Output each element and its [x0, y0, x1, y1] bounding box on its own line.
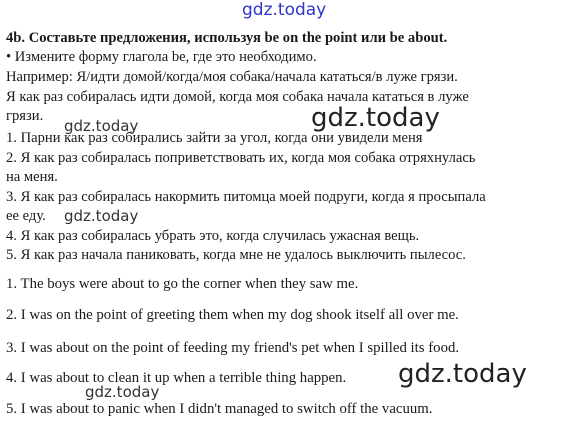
watermark-small-1: gdz.today: [64, 117, 139, 135]
ru-item-3: 3. Я как раз собиралась накормить питомца моей подруги, когда я просыпала: [6, 189, 486, 205]
ru-item-2: 2. Я как раз собиралась поприветствовать их, когда моя собака отряхнулась: [6, 150, 476, 166]
instruction-line: • Измените форму глагола be, где это необходимо.: [6, 49, 317, 65]
example-line-1: Например: Я/идти домой/когда/моя собака/начала кататься/в луже грязи.: [6, 69, 458, 85]
ru-item-5: 5. Я как раз начала паниковать, когда мне не удалось выключить пылесос.: [6, 247, 466, 263]
ru-item-4: 4. Я как раз собиралась убрать это, когда случилась ужасная вещь.: [6, 228, 420, 244]
ru-item-1: 1. Парни как раз собирались зайти за угол, когда они увидели меня: [6, 130, 423, 146]
en-item-2: 2. I was on the point of greeting them when my dog shook itself all over me.: [6, 307, 459, 323]
watermark-top: gdz.today: [242, 0, 327, 20]
watermark-small-2: gdz.today: [64, 207, 139, 225]
example-line-3: грязи.: [6, 108, 44, 124]
watermark-bottom-small: gdz.today: [85, 383, 160, 401]
en-item-5: 5. I was about to panic when I didn't managed to switch off the vacuum.: [6, 401, 433, 417]
en-item-4: 4. I was about to clean it up when a terrible thing happen.: [6, 370, 347, 386]
en-item-1: 1. The boys were about to go the corner when they saw me.: [6, 276, 359, 292]
exercise-title: 4b. Составьте предложения, используя be on the point или be about.: [6, 30, 448, 46]
en-item-3: 3. I was about on the point of feeding my friend's pet when I spilled its food.: [6, 340, 460, 356]
watermark-bottom-right: gdz.today: [398, 359, 527, 389]
watermark-mid-right: gdz.today: [311, 103, 440, 133]
ru-item-2-cont: на меня.: [6, 169, 58, 185]
example-line-2: Я как раз собиралась идти домой, когда моя собака начала кататься в луже: [6, 89, 469, 105]
ru-item-3-cont: ее еду.: [6, 208, 46, 224]
